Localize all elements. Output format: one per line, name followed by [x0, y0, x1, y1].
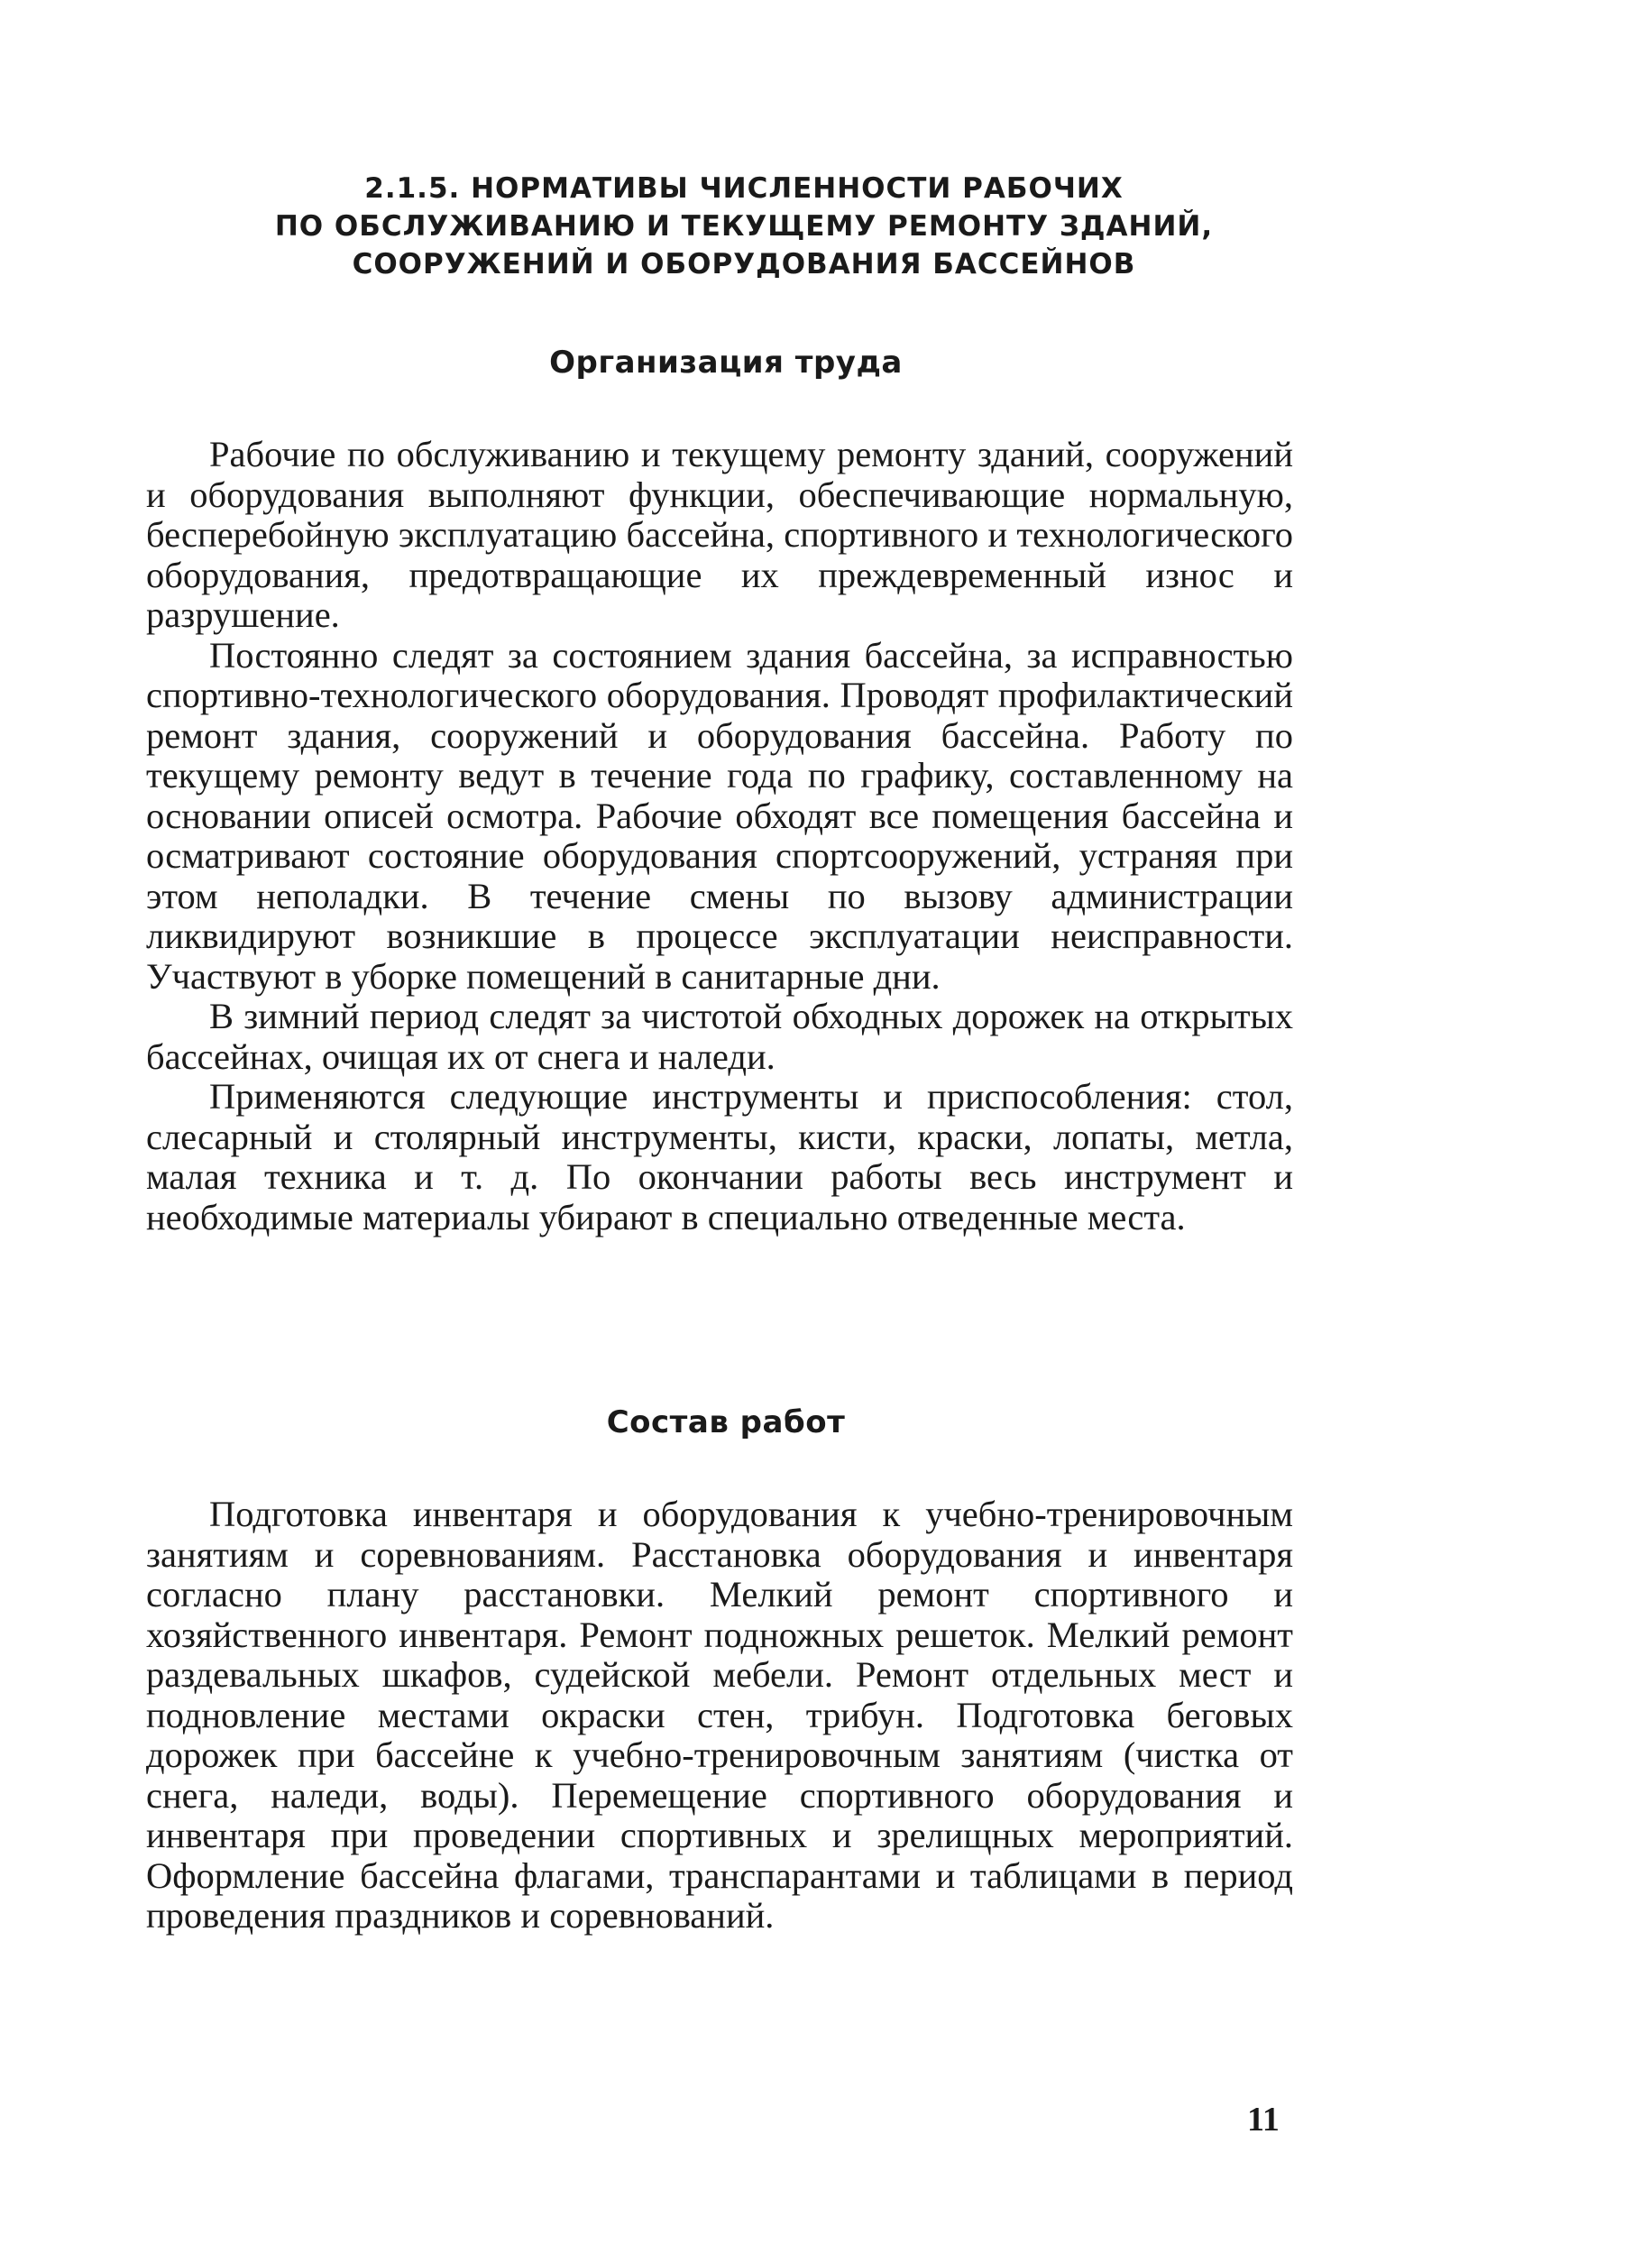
paragraph: Подготовка инвентаря и оборудования к учебно-тренировочным занятиям и соревнованиям. Расстановка оборудования и инвентаря согласно плану расстановки. Мелкий ремонт спортивного и хозяйственного инвентаря. Ремонт подножных решеток. Мелкий ремонт раздевальных шкафов, судейской мебели. Ремонт отдельных мест и подновление местами окраски стен, трибун. Подготовка беговых дорожек при бассейне к учебно-тренировочным занятиям (чистка от снега, наледи, воды). Перемещение спортивного оборудования и инвентаря при проведении спортивных и зрелищных мероприятий. Оформление бассейна флагами, транспарантами и таблицами в период проведения праздников и соревнований.: [146, 1494, 1293, 1936]
section-title-line: ПО ОБСЛУЖИВАНИЮ И ТЕКУЩЕМУ РЕМОНТУ ЗДАНИЙ,: [274, 210, 1214, 243]
organization-heading: Организация труда: [549, 345, 903, 381]
organization-text: [146, 435, 1293, 1237]
paragraph: Рабочие по обслуживанию и текущему ремонту зданий, сооружений и оборудования выполняют функции, обеспечивающие нормальную, бесперебойную эксплуатацию бассейна, спортивного и технологического оборудования, предотвращающие их преждевременный износ и разрушение.: [146, 434, 1293, 635]
composition-heading: Состав работ: [606, 1404, 846, 1440]
paragraph: Применяются следующие инструменты и приспособления: стол, слесарный и столярный инструменты, кисти, краски, лопаты, метла, малая техника и т. д. По окончании работы весь инструмент и необходимые материалы убирают в специально отведенные места.: [146, 1076, 1293, 1237]
section-title-line: 2.1.5. НОРМАТИВЫ ЧИСЛЕННОСТИ РАБОЧИХ: [364, 172, 1124, 205]
section-title: [162, 170, 1326, 283]
paragraph: В зимний период следят за чистотой обходных дорожек на открытых бассейнах, очищая их от снега и наледи.: [146, 996, 1293, 1077]
page-number: 11: [1247, 2101, 1280, 2139]
paragraph: Постоянно следят за состоянием здания бассейна, за исправностью спортивно-технологического оборудования. Проводят профилактический ремонт здания, сооружений и оборудования бассейна. Работу по текущему ремонту ведут в течение года по графику, составленному на основании описей осмотра. Рабочие обходят все помещения бассейна и осматривают состояние оборудования спортсооружений, устраняя при этом неполадки. В течение смены по вызову администрации ликвидируют возникшие в процессе эксплуатации неисправности. Участвуют в уборке помещений в санитарные дни.: [146, 634, 1293, 997]
composition-text: [146, 1495, 1293, 1937]
section-title-line: СООРУЖЕНИЙ И ОБОРУДОВАНИЯ БАССЕЙНОВ: [352, 248, 1136, 281]
